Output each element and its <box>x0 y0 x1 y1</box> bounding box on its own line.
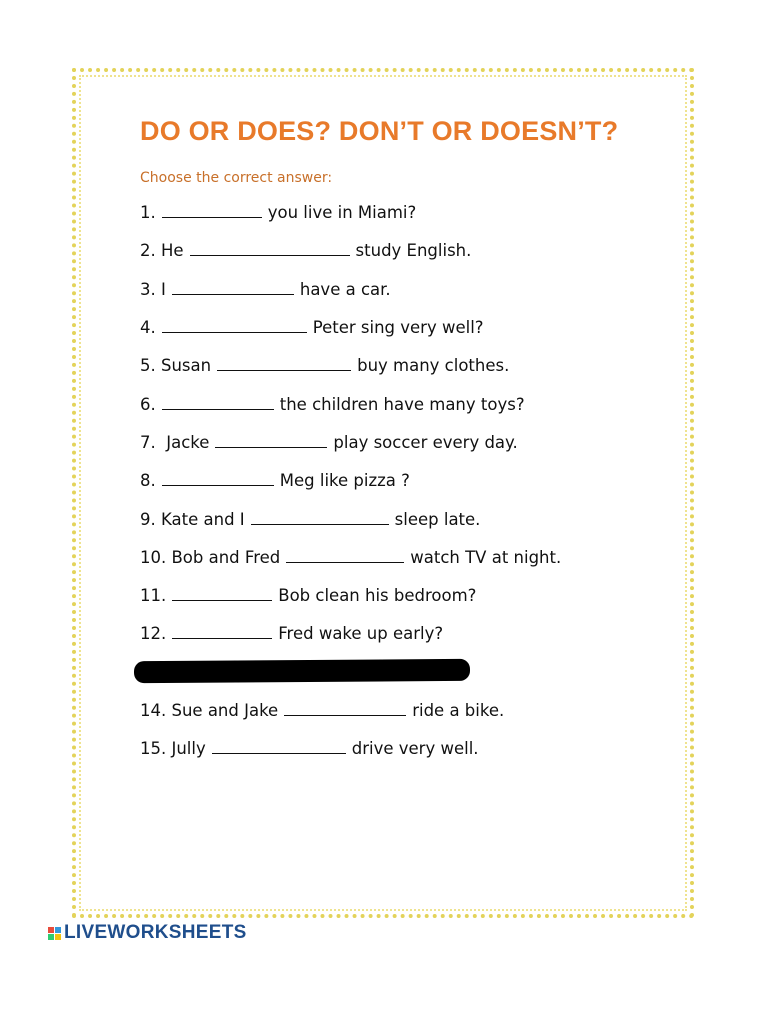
answer-blank-7[interactable] <box>215 433 327 448</box>
answer-blank-2[interactable] <box>190 241 350 256</box>
answer-blank-15[interactable] <box>212 739 346 754</box>
answer-blank-9[interactable] <box>251 510 389 525</box>
redacted-question-13 <box>134 659 470 683</box>
dotted-page-border <box>72 68 694 918</box>
liveworksheets-logo <box>48 922 247 944</box>
answer-blank-11[interactable] <box>172 586 272 601</box>
question-12: 12. Fred wake up early? <box>140 624 444 643</box>
answer-blank-14[interactable] <box>284 701 406 716</box>
question-3: 3. I have a car. <box>140 280 391 299</box>
brand-text: LIVEWORKSHEETS <box>64 922 247 943</box>
answer-blank-8[interactable] <box>162 471 274 486</box>
question-10: 10. Bob and Fred watch TV at night. <box>140 548 562 567</box>
answer-blank-3[interactable] <box>172 280 294 295</box>
worksheet-title: DO OR DOES? DON’T OR DOESN’T? <box>140 116 619 146</box>
question-4: 4. Peter sing very well? <box>140 318 484 337</box>
question-11: 11. Bob clean his bedroom? <box>140 586 477 605</box>
question-8: 8. Meg like pizza ? <box>140 471 410 490</box>
question-2: 2. He study English. <box>140 241 472 260</box>
question-5: 5. Susan buy many clothes. <box>140 356 510 375</box>
answer-blank-6[interactable] <box>162 395 274 410</box>
question-6: 6. the children have many toys? <box>140 395 525 414</box>
answer-blank-5[interactable] <box>217 356 351 371</box>
question-14: 14. Sue and Jake ride a bike. <box>140 701 505 720</box>
instruction-text: Choose the correct answer: <box>140 170 333 186</box>
question-7: 7. Jacke play soccer every day. <box>140 433 518 452</box>
answer-blank-1[interactable] <box>162 203 262 218</box>
liveworksheets-logo-icon <box>48 927 61 940</box>
question-9: 9. Kate and I sleep late. <box>140 510 481 529</box>
answer-blank-12[interactable] <box>172 624 272 639</box>
answer-blank-10[interactable] <box>286 548 404 563</box>
answer-blank-4[interactable] <box>162 318 307 333</box>
question-1: 1. you live in Miami? <box>140 203 417 222</box>
question-15: 15. Jully drive very well. <box>140 739 479 758</box>
